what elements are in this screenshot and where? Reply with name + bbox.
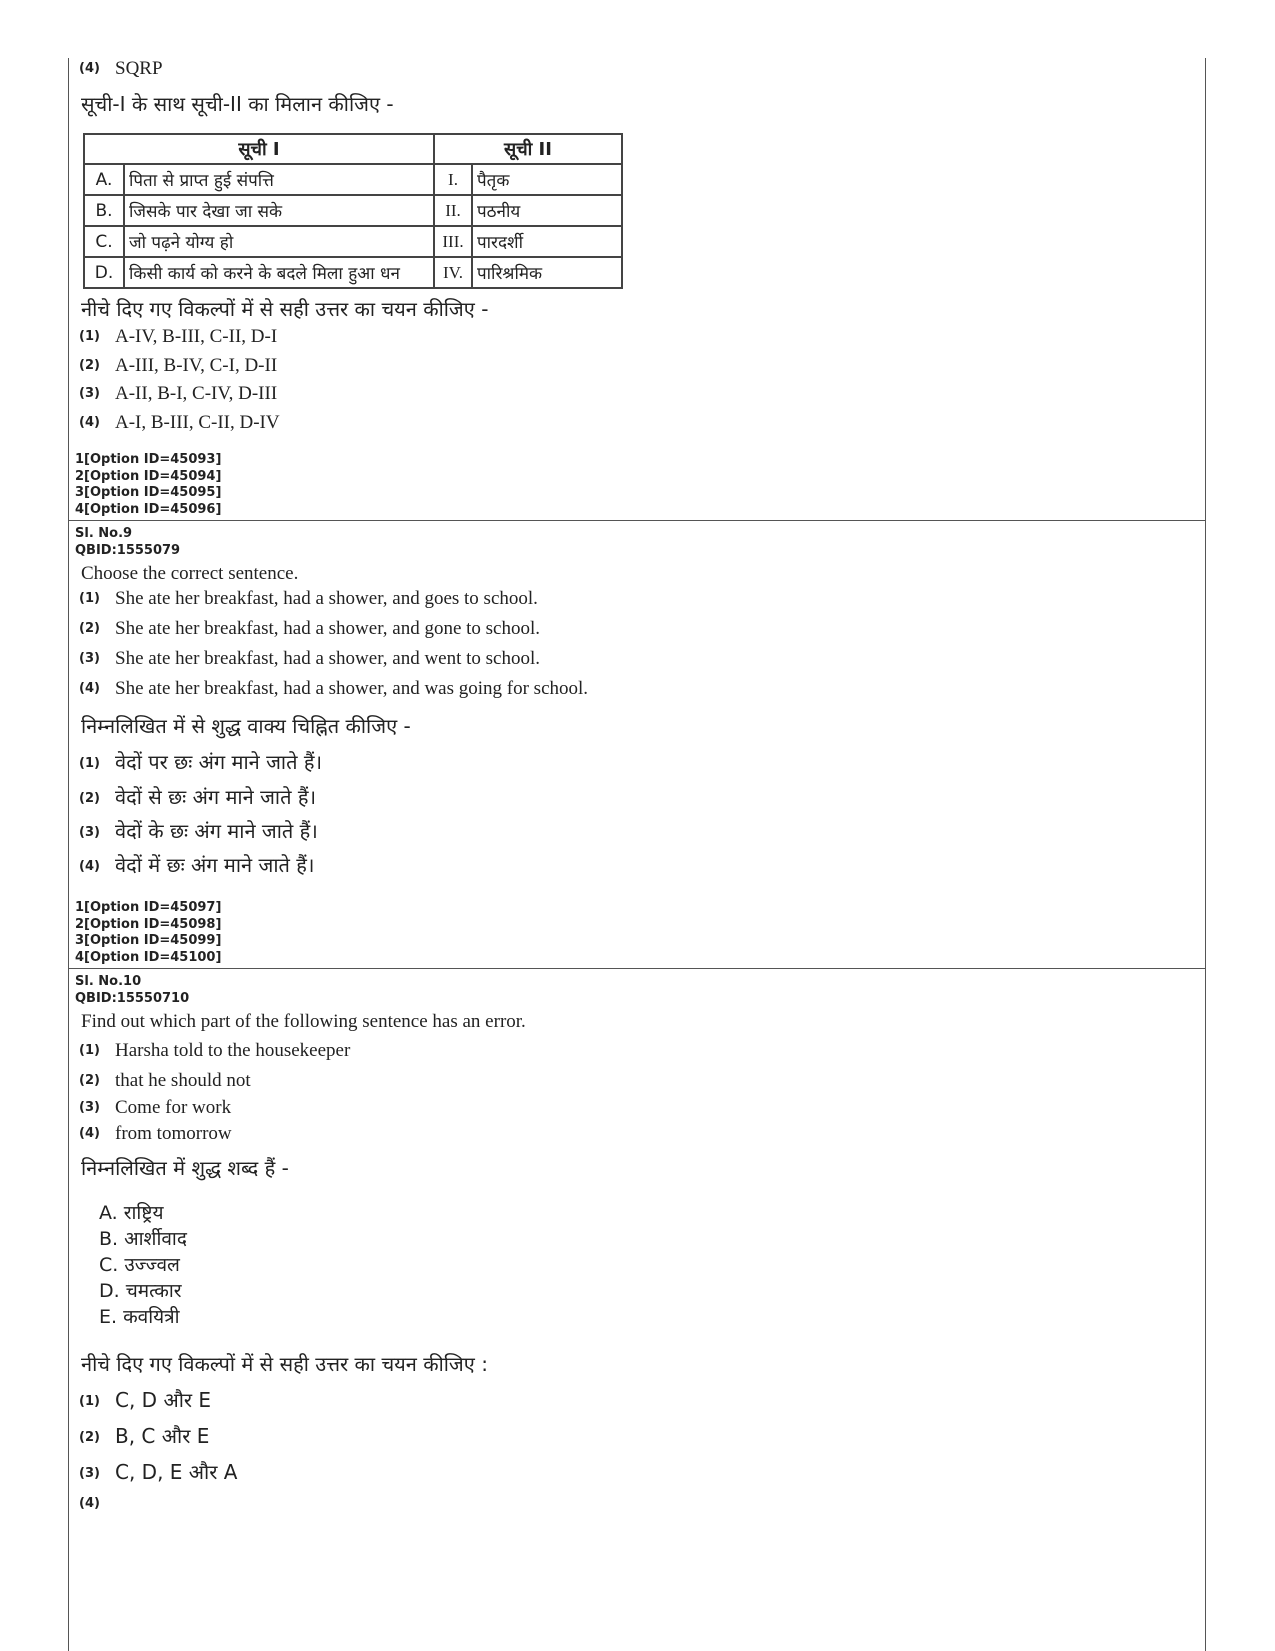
q10-choose-text: नीचे दिए गए विकल्पों में से सही उत्तर का चयन कीजिए : xyxy=(81,1352,488,1376)
q9-header xyxy=(75,526,180,559)
q9-hindi-option-2[interactable]: (2) वेदों से छः अंग माने जाते हैं। xyxy=(79,785,317,809)
q9-option-ids: 1[Option ID=45097] 2[Option ID=45098] 3[Option ID=45099] 4[Option ID=45100] xyxy=(75,900,222,965)
q8-option-2[interactable]: (2) A-III, B-IV, C-I, D-II xyxy=(79,355,278,376)
word-list xyxy=(99,1200,187,1330)
match-table-header-2: सूची II xyxy=(434,134,622,164)
serial-number: Sl. No.10 xyxy=(75,974,142,989)
q9-hindi-option-4[interactable]: (4) वेदों में छः अंग माने जाते हैं। xyxy=(79,853,315,877)
table-row: D. किसी कार्य को करने के बदले मिला हुआ धन IV. पारिश्रमिक xyxy=(84,257,622,288)
prev-option-4: (4) SQRP xyxy=(79,58,163,79)
list-item: E. कवयित्री xyxy=(99,1306,180,1328)
q10-option-3[interactable]: (3) Come for work xyxy=(79,1097,232,1118)
q10-hindi-option-1[interactable]: (1) C, D और E xyxy=(79,1388,212,1412)
q10-option-1[interactable]: (1) Harsha told to the housekeeper xyxy=(79,1040,351,1061)
qbid: QBID:15550710 xyxy=(75,990,190,1006)
divider xyxy=(69,520,1205,521)
q9-hindi-option-1[interactable]: (1) वेदों पर छः अंग माने जाते हैं। xyxy=(79,750,323,774)
q10-header xyxy=(75,974,189,1007)
q8-option-ids: 1[Option ID=45093] 2[Option ID=45094] 3[Option ID=45095] 4[Option ID=45096] xyxy=(75,452,222,517)
q9-option-3[interactable]: (3) She ate her breakfast, had a shower, and went to school. xyxy=(79,648,541,669)
list-item: C. उज्ज्वल xyxy=(99,1254,180,1276)
q8-hindi-question: सूची-I के साथ सूची-II का मिलान कीजिए - xyxy=(81,92,394,116)
serial-number: Sl. No.9 xyxy=(75,526,133,541)
q9-hindi-question: निम्नलिखित में से शुद्ध वाक्य चिह्नित कीजिए - xyxy=(81,714,411,738)
table-row: C. जो पढ़ने योग्य हो III. पारदर्शी xyxy=(84,226,622,257)
q10-option-4[interactable]: (4) from tomorrow xyxy=(79,1123,232,1144)
question-paper-frame xyxy=(68,58,1206,1651)
match-table-header-1: सूची I xyxy=(84,134,434,164)
divider xyxy=(69,968,1205,969)
q10-option-2[interactable]: (2) that he should not xyxy=(79,1070,251,1091)
q9-option-4[interactable]: (4) She ate her breakfast, had a shower, and was going for school. xyxy=(79,678,589,699)
match-table xyxy=(83,133,623,289)
q8-option-3[interactable]: (3) A-II, B-I, C-IV, D-III xyxy=(79,383,278,404)
q9-question: Choose the correct sentence. xyxy=(81,563,299,584)
q10-hindi-question: निम्नलिखित में शुद्ध शब्द हैं - xyxy=(81,1156,289,1180)
list-item: D. चमत्कार xyxy=(99,1280,182,1302)
q10-hindi-option-3[interactable]: (3) C, D, E और A xyxy=(79,1460,238,1484)
q8-option-4[interactable]: (4) A-I, B-III, C-II, D-IV xyxy=(79,412,280,433)
q9-option-2[interactable]: (2) She ate her breakfast, had a shower, and gone to school. xyxy=(79,618,541,639)
table-row: B. जिसके पार देखा जा सके II. पठनीय xyxy=(84,195,622,226)
q9-option-1[interactable]: (1) She ate her breakfast, had a shower, and goes to school. xyxy=(79,588,538,609)
q8-option-1[interactable]: (1) A-IV, B-III, C-II, D-I xyxy=(79,326,278,347)
table-row: A. पिता से प्राप्त हुई संपत्ति I. पैतृक xyxy=(84,164,622,195)
qbid: QBID:1555079 xyxy=(75,542,181,558)
list-item: B. आर्शीवाद xyxy=(99,1228,187,1250)
q9-hindi-option-3[interactable]: (3) वेदों के छः अंग माने जाते हैं। xyxy=(79,819,318,843)
q8-choose-text: नीचे दिए गए विकल्पों में से सही उत्तर का चयन कीजिए - xyxy=(81,297,489,321)
list-item: A. राष्ट्रिय xyxy=(99,1202,164,1224)
q10-question: Find out which part of the following sentence has an error. xyxy=(81,1011,526,1032)
q10-hindi-option-2[interactable]: (2) B, C और E xyxy=(79,1424,210,1448)
q10-hindi-option-4[interactable]: (4) xyxy=(79,1496,100,1511)
